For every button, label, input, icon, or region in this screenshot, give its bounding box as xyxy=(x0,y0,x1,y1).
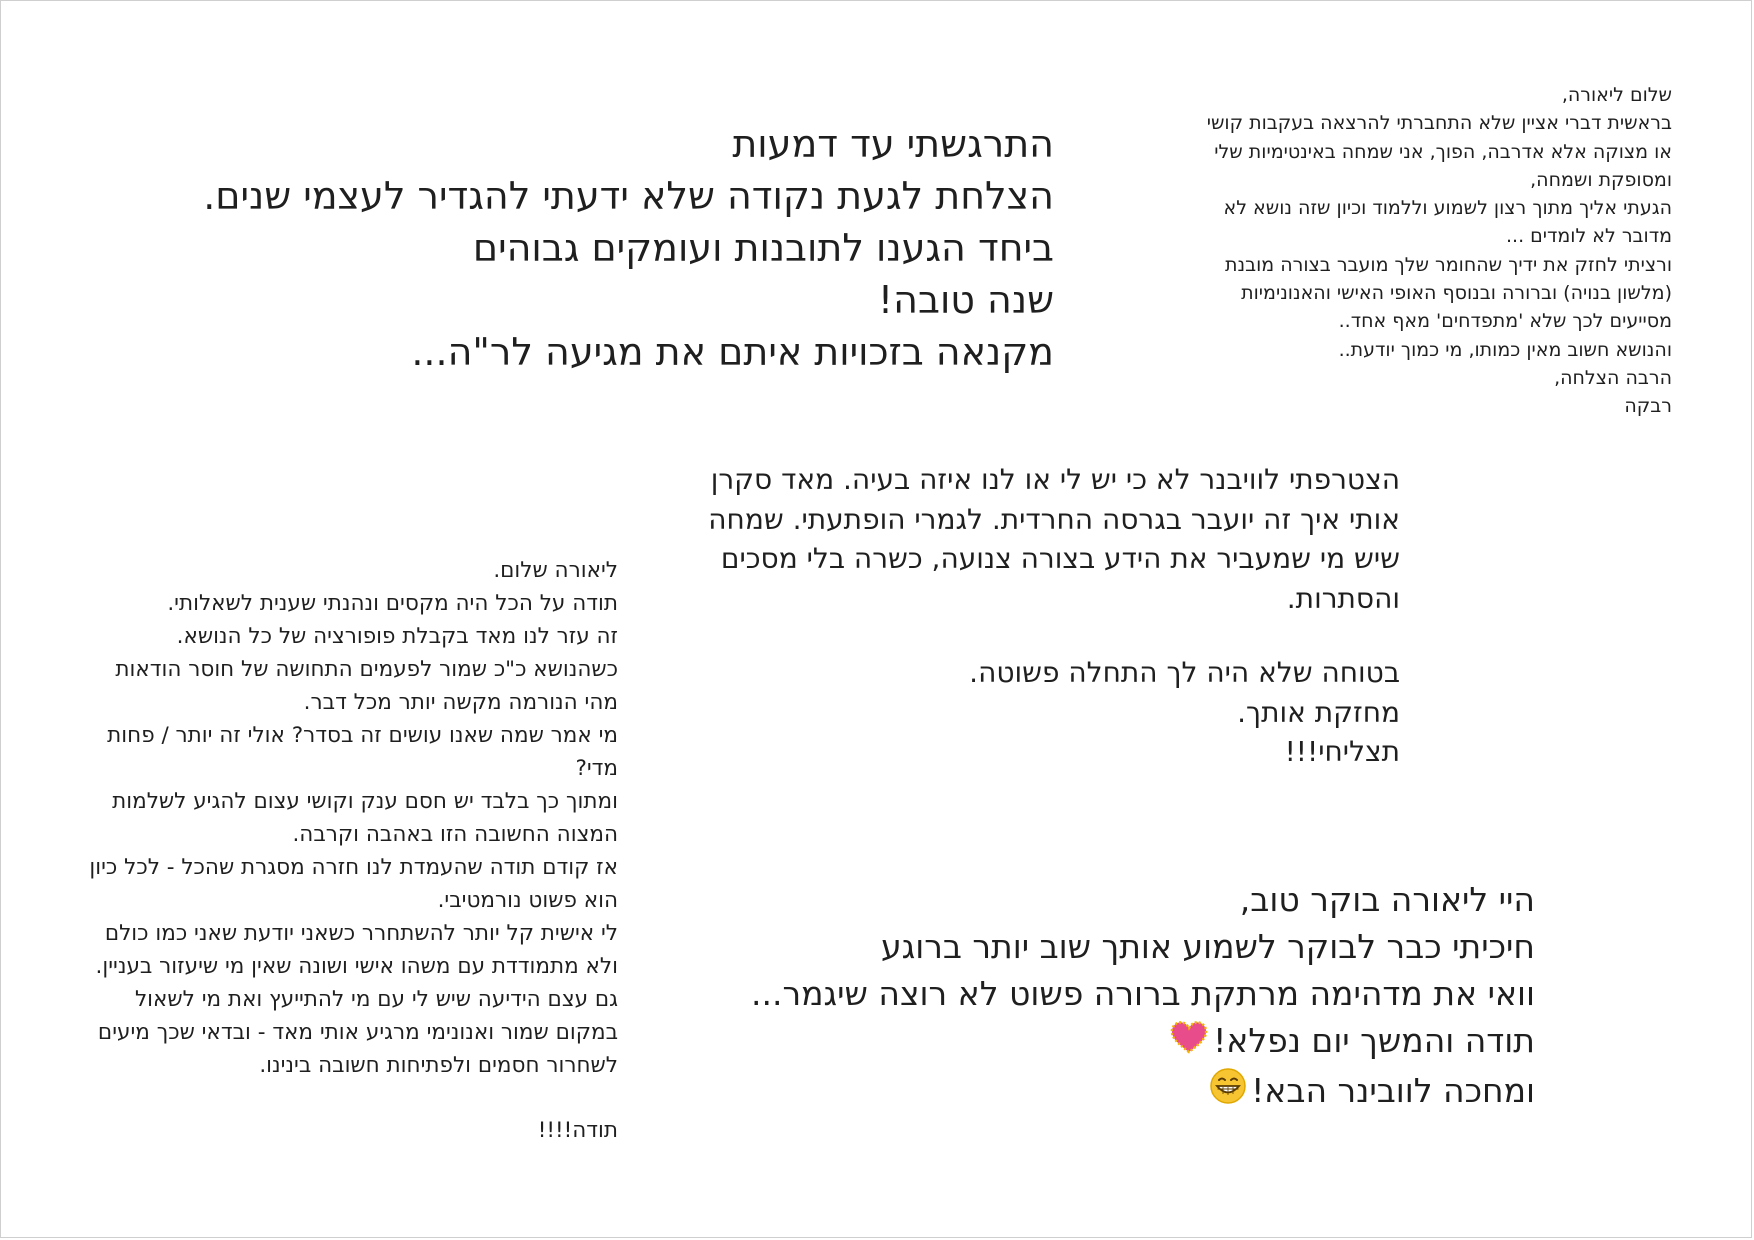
text-line: והסתרות. xyxy=(1286,581,1400,615)
note-webinar-joined xyxy=(708,460,1400,772)
grinning-face-icon xyxy=(1209,1067,1247,1117)
text-line: ולא מתמודדת עם משהו אישי ושונה שאין מי שיעזור בעניין. xyxy=(95,954,618,979)
text-line: הוא פשוט נורמטיבי. xyxy=(437,888,618,913)
text-line: ומסופקת ושמחה, xyxy=(1530,168,1672,191)
text-line: ומתוך כך בלבד יש חסם ענק וקושי עצום להגיע לשלמות xyxy=(112,789,618,814)
text-line: שלום ליאורה, xyxy=(1561,84,1672,106)
text-line: מקנאה בזכויות איתם את מגיעה לר"ה... xyxy=(411,330,1054,374)
text-line: גם עצם הידיעה שיש לי עם מי להתייעץ ואת מי לשאול xyxy=(134,987,618,1012)
text-line: מהי הנורמה מקשה יותר מכל דבר. xyxy=(303,690,618,715)
letter-rivka xyxy=(1207,81,1672,421)
text-segment: תודה והמשך יום נפלא! xyxy=(1213,1021,1535,1060)
text-line: התרגשתי עד דמעות xyxy=(732,122,1054,166)
text-line: תודה!!!! xyxy=(537,1118,618,1143)
pink-sparkle-heart-icon xyxy=(1169,1019,1209,1067)
text-line: מי אמר שמה שאנו עושים זה בסדר? אולי זה יותר / פחות xyxy=(107,723,618,748)
text-line: במקום שמור ואנונימי מרגיע אותי מאד - ובדאי שכך מיעים xyxy=(97,1020,618,1045)
text-line-with-heart xyxy=(751,1017,1535,1067)
text-line: לי אישית קל יותר להשתחרר כשאני יודעת שאני כמו כולם xyxy=(104,921,618,946)
text-line: מדובר לא לומדים ... xyxy=(1505,225,1672,248)
note-emotional xyxy=(203,118,1054,378)
text-segment: ומחכה לוובינר הבא! xyxy=(1251,1070,1535,1110)
text-line: כשהנושא כ"כ שמור לפעמים התחושה של חוסר הודאות xyxy=(115,657,618,682)
text-line: אז קודם תודה שהעמדת לנו חזרה מסגרת שהכל - לכל כיון xyxy=(89,855,618,880)
paragraph-spacer xyxy=(708,618,1400,653)
text-line: זה עזר לנו מאד בקבלת פופורציה של כל הנושא. xyxy=(176,624,618,649)
text-line: (מלשון בנויה) וברורה ובנוסף האופי האישי והאנונימיות xyxy=(1241,282,1672,305)
text-line: לשחרור חסמים ולפתיחות חשובה בינינו. xyxy=(259,1053,618,1078)
text-line: אותי איך זה יועבר בגרסה החרדית. לגמרי הופתעתי. שמחה xyxy=(708,502,1400,536)
text-line: הצלחת לגעת נקודה שלא ידעתי להגדיר לעצמי שנים. xyxy=(203,174,1054,218)
text-line: או מצוקה אלא אדרבה, הפוך, אני שמחה באינטימיות שלי xyxy=(1214,140,1672,163)
text-line: המצוה החשובה הזו באהבה וקרבה. xyxy=(292,822,618,847)
text-line: ורציתי לחזק את ידיך שהחומר שלך מועבר בצורה מובנת xyxy=(1225,253,1672,276)
text-line: ביחד הגענו לתובנות ועומקים גבוהים xyxy=(472,226,1054,270)
text-line: בטוחה שלא היה לך התחלה פשוטה. xyxy=(969,656,1400,689)
text-line: תצליחי!!! xyxy=(1284,735,1400,768)
text-line: בראשית דברי אציין שלא התחברתי להרצאה בעקבות קושי xyxy=(1206,112,1672,135)
text-line: מחזקת אותך. xyxy=(1237,695,1400,729)
paragraph-spacer xyxy=(89,1082,618,1114)
signature-line: רבקה xyxy=(1624,395,1672,418)
text-line: מדי? xyxy=(575,756,618,781)
text-line-with-emoji xyxy=(751,1067,1535,1118)
text-line: ליאורה שלום. xyxy=(493,558,618,583)
text-line: מסייעים לכך שלא 'מתפדחים' מאף אחד.. xyxy=(1338,310,1672,333)
text-line: היי ליאורה בוקר טוב, xyxy=(1239,880,1535,919)
text-line: תודה על הכל היה מקסים ונהנתי שענית לשאלותי. xyxy=(167,591,618,616)
text-line: שנה טובה! xyxy=(877,278,1054,322)
text-line: הצטרפתי לוויבנר לא כי יש לי או לנו איזה בעיה. מאד סקרן xyxy=(710,463,1400,496)
text-line: וואי את מדהימה מרתקת ברורה פשוט לא רוצה שיגמר... xyxy=(751,974,1535,1013)
letter-thanks xyxy=(89,554,618,1147)
text-line: חיכיתי כבר לבוקר לשמוע אותך שוב יותר ברוגע xyxy=(880,927,1535,966)
text-line: הגעתי אליך מתוך רצון לשמוע וללמוד וכיון שזה נושא לא xyxy=(1223,197,1672,220)
text-line: הרבה הצלחה, xyxy=(1554,366,1672,389)
text-line: שיש מי שמעביר את הידע בצורה צנועה, כשרה בלי מסכים xyxy=(720,542,1400,575)
text-line: והנושא חשוב מאין כמותו, מי כמוך יודעת.. xyxy=(1338,338,1672,361)
note-good-morning xyxy=(751,876,1535,1117)
